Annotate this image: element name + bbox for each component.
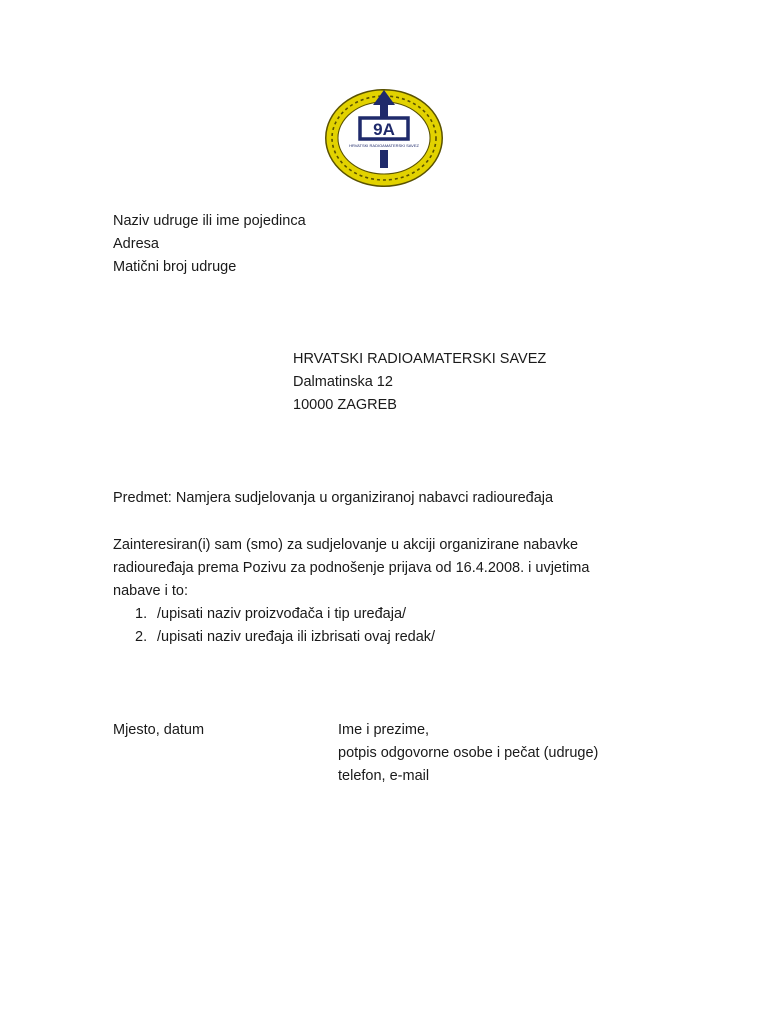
subject-line: Predmet: Namjera sudjelovanja u organiziranoj nabavci radiouređaja [113, 490, 554, 506]
signature-block [338, 719, 598, 788]
body-line-3: nabave i to: [113, 583, 188, 599]
list-item-text: /upisati naziv uređaja ili izbrisati ovaj redak/ [157, 629, 436, 645]
sender-name: Naziv udruge ili ime pojedinca [113, 213, 306, 229]
sender-address: Adresa [113, 236, 159, 252]
item-list [135, 603, 435, 649]
list-item-number: 2. [135, 629, 148, 645]
list-item [135, 626, 435, 649]
sender-registration-number: Matični broj udruge [113, 259, 237, 275]
signature-name-label: Ime i prezime, [338, 722, 430, 738]
body-paragraph [113, 534, 589, 603]
recipient-name: HRVATSKI RADIOAMATERSKI SAVEZ [293, 351, 547, 367]
hrs-logo [325, 88, 443, 188]
recipient-city: 10000 ZAGREB [293, 397, 397, 413]
signature-stamp-label: potpis odgovorne osobe i pečat (udruge) [338, 745, 599, 761]
list-item-text: /upisati naziv proizvođača i tip uređaja/ [157, 606, 407, 622]
body-line-1: Zainteresiran(i) sam (smo) za sudjelovanje u akciji organizirane nabavke [113, 537, 579, 553]
emblem-ring-text: HRVATSKI RADIOAMATERSKI SAVEZ [349, 143, 419, 148]
stem-icon [380, 150, 388, 168]
list-item [135, 603, 435, 626]
body-line-2: radiouređaja prema Pozivu za podnošenje prijava od 16.4.2008. i uvjetima [113, 560, 590, 576]
sender-block [113, 210, 306, 279]
place-date-label: Mjesto, datum [113, 722, 205, 738]
recipient-block [293, 348, 546, 417]
recipient-street: Dalmatinska 12 [293, 374, 393, 390]
list-item-number: 1. [135, 606, 148, 622]
emblem-text: 9A [373, 120, 395, 139]
signature-contact-label: telefon, e-mail [338, 768, 430, 784]
